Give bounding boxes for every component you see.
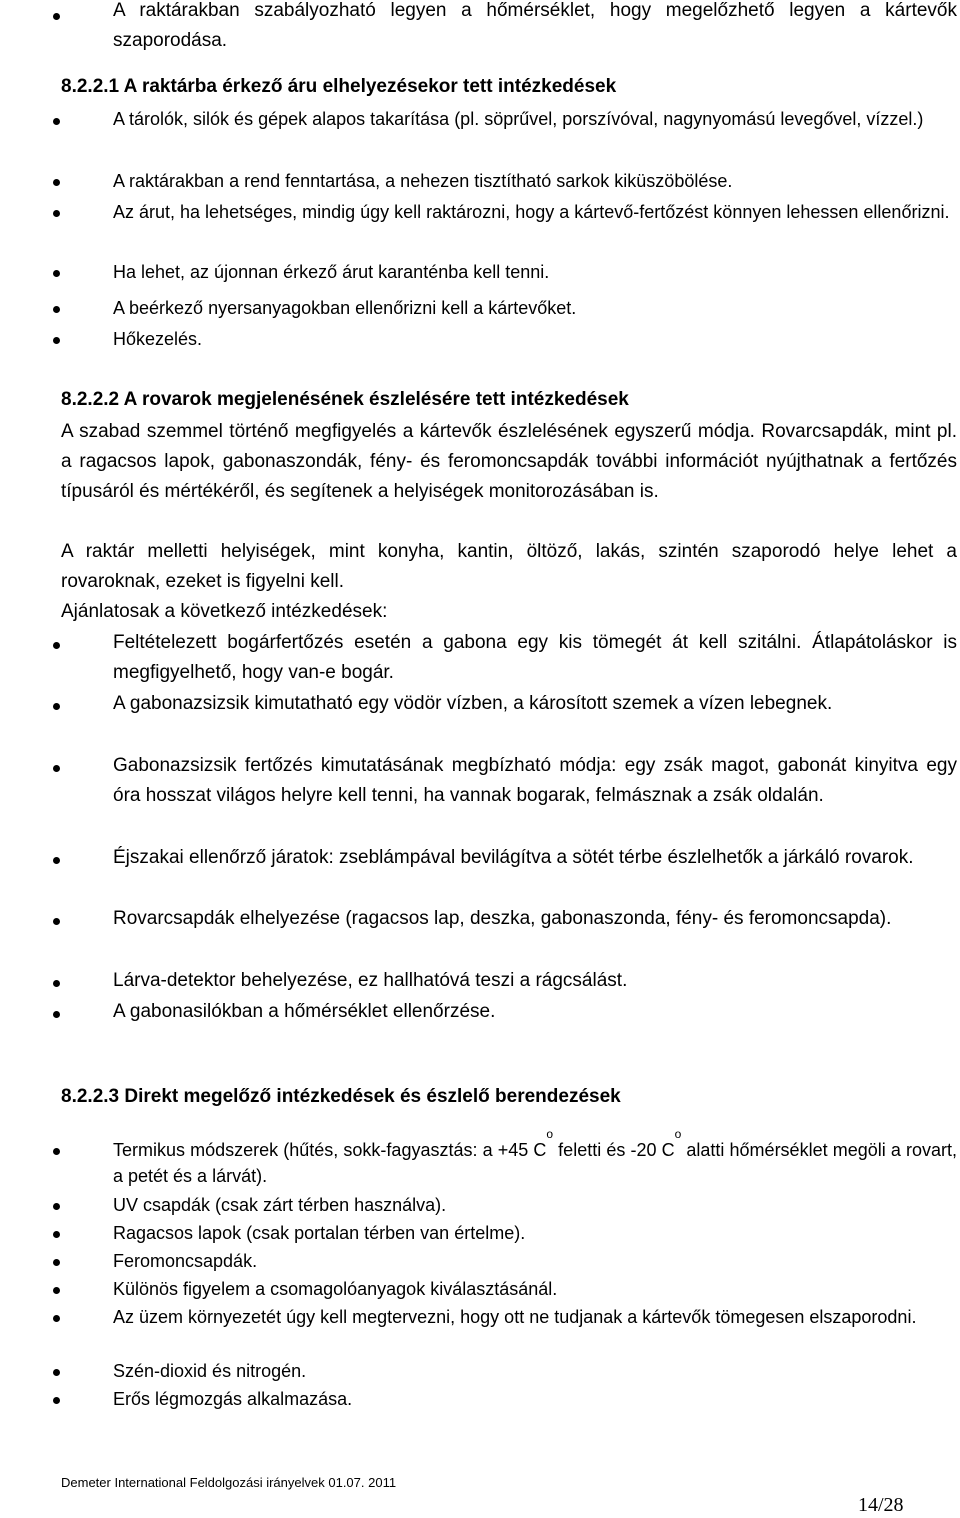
list-item: Szén-dioxid és nitrogén. xyxy=(113,1361,307,1381)
list-item xyxy=(113,1127,957,1189)
bullet-dot xyxy=(53,118,60,125)
list-item: Feltételezett bogárfertőzés esetén a gabona egy kis tömegét át kell szitálni. Átlapátoláskor is megfigyelhető, hogy van-e bogár. xyxy=(113,632,957,683)
list-item: Az árut, ha lehetséges, mindig úgy kell raktározni, hogy a kártevő-fertőzést könnyen lehessen ellenőrizni. xyxy=(113,202,950,222)
bullet-dot xyxy=(53,765,60,772)
bullet-dot xyxy=(53,1259,60,1266)
list-item: Ragacsos lapok (csak portalan térben van értelme). xyxy=(113,1223,526,1243)
degree-superscript: o xyxy=(674,1127,682,1141)
bullet-dot xyxy=(53,1397,60,1404)
list-item: Erős légmozgás alkalmazása. xyxy=(113,1389,353,1409)
list-item-text: alatti hőmérséklet megöli a rovart, a petét és a lárvát). xyxy=(113,1140,957,1186)
list-item: Feromoncsapdák. xyxy=(113,1251,258,1271)
list-item: A tárolók, silók és gépek alapos takarítása (pl. söprűvel, porszívóval, nagynyomású levegővel, vízzel.) xyxy=(113,109,924,129)
list-item: A raktárakban szabályozható legyen a hőmérséklet, hogy megelőzhető legyen a kártevők szaporodása. xyxy=(113,0,957,51)
bullet-dot xyxy=(53,1231,60,1238)
list-item: UV csapdák (csak zárt térben használva). xyxy=(113,1195,447,1215)
list-item: A gabonazsizsik kimutatható egy vödör vízben, a károsított szemek a vízen lebegnek. xyxy=(113,693,833,714)
list-item: Különös figyelem a csomagolóanyagok kiválasztásánál. xyxy=(113,1279,558,1299)
bullet-dot xyxy=(53,270,60,277)
bullet-dot xyxy=(53,1203,60,1210)
list-item: Az üzem környezetét úgy kell megtervezni, hogy ott ne tudjanak a kártevők tömegesen elszaporodni. xyxy=(113,1307,917,1327)
bullet-dot xyxy=(53,1315,60,1322)
list-item-text: Termikus módszerek (hűtés, sokk-fagyasztás: a +45 C xyxy=(113,1140,547,1160)
bullet-dot xyxy=(53,13,60,20)
list-item: A gabonasilókban a hőmérséklet ellenőrzése. xyxy=(113,1001,496,1022)
page-number: 14/28 xyxy=(858,1494,904,1516)
list-item-text: feletti és -20 C xyxy=(553,1140,675,1160)
bullet-dot xyxy=(53,1011,60,1018)
bullet-dot xyxy=(53,980,60,987)
bullet-dot xyxy=(53,1287,60,1294)
bullet-dot xyxy=(53,918,60,925)
bullet-dot xyxy=(53,306,60,313)
list-item: A raktárakban a rend fenntartása, a nehezen tisztítható sarkok kiküszöbölése. xyxy=(113,171,733,191)
bullet-dot xyxy=(53,642,60,649)
bullet-dot xyxy=(53,857,60,864)
bullet-dot xyxy=(53,337,60,344)
section-heading-8-2-2-2: 8.2.2.2 A rovarok megjelenésének észlelésére tett intézkedések xyxy=(61,389,629,410)
bullet-dot xyxy=(53,179,60,186)
page-footer: Demeter International Feldolgozási irányelvek 01.07. 2011 xyxy=(61,1475,397,1490)
degree-superscript: o xyxy=(546,1127,554,1141)
list-item: Hőkezelés. xyxy=(113,329,203,349)
list-item: A beérkező nyersanyagokban ellenőrizni kell a kártevőket. xyxy=(113,298,577,318)
list-item: Rovarcsapdák elhelyezése (ragacsos lap, deszka, gabonaszonda, fény- és feromoncsapda). xyxy=(113,908,892,929)
list-item: Lárva-detektor behelyezése, ez hallhatóvá teszi a rágcsálást. xyxy=(113,970,628,991)
section-heading-8-2-2-1: 8.2.2.1 A raktárba érkező áru elhelyezésekor tett intézkedések xyxy=(61,76,617,97)
list-item: Ha lehet, az újonnan érkező árut karanténba kell tenni. xyxy=(113,262,550,282)
paragraph: Ajánlatosak a következő intézkedések: xyxy=(61,601,388,622)
list-item: Gabonazsizsik fertőzés kimutatásának megbízható módja: egy zsák magot, gabonát kinyitva egy óra hosszat világos helyre kell tenni, ha vannak bogarak, felmásznak a zsák oldalán. xyxy=(113,755,957,806)
paragraph: A szabad szemmel történő megfigyelés a kártevők észlelésének egyszerű módja. Rovarcsapdák, mint pl. a ragacsos lapok, gabonaszondák, fény- és feromoncsapdák további információt nyújthatnak a fertőzés típusáról és mértékéről, és segítenek a helyiségek monitorozásában is. xyxy=(61,421,957,502)
paragraph: A raktár melletti helyiségek, mint konyha, kantin, öltöző, lakás, szintén szaporodó helye lehet a rovaroknak, ezeket is figyelni kell. xyxy=(61,541,957,592)
bullet-dot xyxy=(53,1148,60,1155)
bullet-dot xyxy=(53,210,60,217)
section-heading-8-2-2-3: 8.2.2.3 Direkt megelőző intézkedések és észlelő berendezések xyxy=(61,1086,621,1107)
bullet-dot xyxy=(53,703,60,710)
bullet-dot xyxy=(53,1369,60,1376)
list-item: Éjszakai ellenőrző járatok: zseblámpával bevilágítva a sötét térbe észlelhetők a járkáló rovarok. xyxy=(113,847,914,868)
